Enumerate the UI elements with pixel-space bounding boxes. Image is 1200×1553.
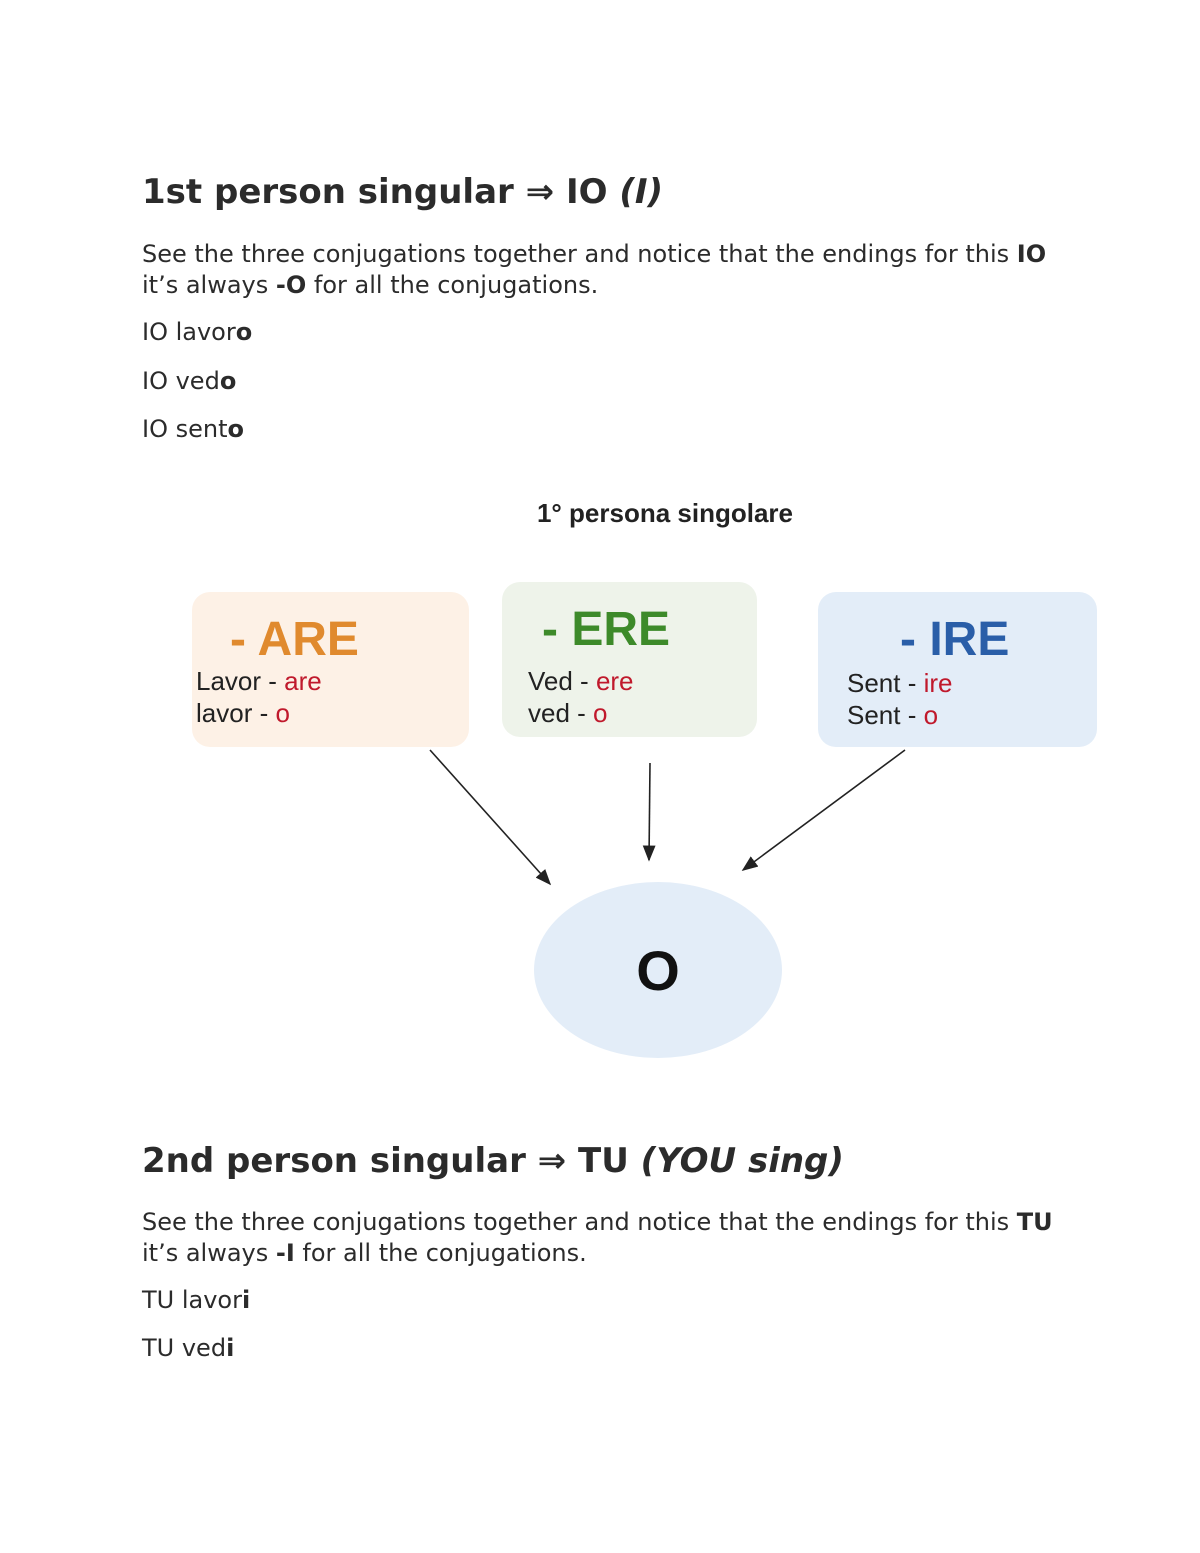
ending: o [923, 700, 939, 730]
result-ending: O [636, 938, 680, 1002]
example-tu-lavori [142, 1286, 250, 1314]
section2-paragraph [142, 1207, 1082, 1269]
example-io-sento [142, 415, 244, 443]
ending: ire [923, 668, 953, 698]
stem: Sent - [847, 668, 924, 698]
para-text: for all the conjugations. [306, 271, 599, 299]
arrow-ire-to-result [743, 750, 905, 870]
para-text: See the three conjugations together and notice that the endings for this [142, 1208, 1017, 1236]
example-stem: IO lavor [142, 318, 236, 346]
example-stem: IO sent [142, 415, 228, 443]
box-are-suffix: - ARE [230, 613, 359, 666]
stem: lavor - [196, 698, 276, 728]
stem: Lavor - [196, 666, 285, 696]
para-bold-pronoun: IO [1016, 240, 1047, 268]
example-ending: i [226, 1334, 235, 1362]
arrow-are-to-result [430, 750, 550, 884]
para-bold-ending: -O [275, 271, 307, 299]
para-text: See the three conjugations together and notice that the endings for this [142, 240, 1017, 268]
example-ending: o [235, 318, 253, 346]
example-stem: TU ved [142, 1334, 227, 1362]
example-stem: IO ved [142, 367, 220, 395]
example-ending: o [227, 415, 244, 443]
example-io-vedo [142, 367, 236, 395]
para-text: it’s always [142, 1239, 276, 1267]
section2-heading [142, 1141, 844, 1181]
section1-heading-text: 1st person singular ⇒ IO [142, 172, 620, 212]
conjugation-diagram [0, 480, 1200, 1080]
ending: o [275, 698, 290, 728]
section1-heading [142, 172, 663, 212]
result-ending-ellipse [534, 882, 782, 1058]
example-tu-vedi [142, 1334, 234, 1362]
ending: o [593, 698, 608, 728]
ending: are [284, 666, 322, 696]
ending: ere [595, 666, 634, 696]
section2-heading-text: 2nd person singular ⇒ TU [142, 1141, 641, 1181]
stem: Sent - [847, 700, 924, 730]
para-bold-pronoun: TU [1016, 1208, 1053, 1236]
para-text: for all the conjugations. [294, 1239, 587, 1267]
stem: Ved - [528, 666, 596, 696]
para-bold-ending: -I [275, 1239, 295, 1267]
para-text: it’s always [142, 271, 276, 299]
arrow-ere-to-result [649, 763, 650, 860]
example-ending: i [241, 1286, 251, 1314]
example-stem: TU lavor [142, 1286, 242, 1314]
section1-heading-italic: (I) [619, 172, 664, 212]
diagram-title: 1° persona singolare [536, 498, 794, 528]
example-io-lavoro [142, 318, 252, 346]
box-ere-suffix: - ERE [542, 603, 671, 656]
box-ire-suffix: - IRE [900, 613, 1010, 666]
stem: ved - [528, 698, 594, 728]
section1-paragraph [142, 239, 1082, 301]
example-ending: o [219, 367, 237, 395]
section2-heading-italic: (YOU sing) [640, 1141, 844, 1181]
